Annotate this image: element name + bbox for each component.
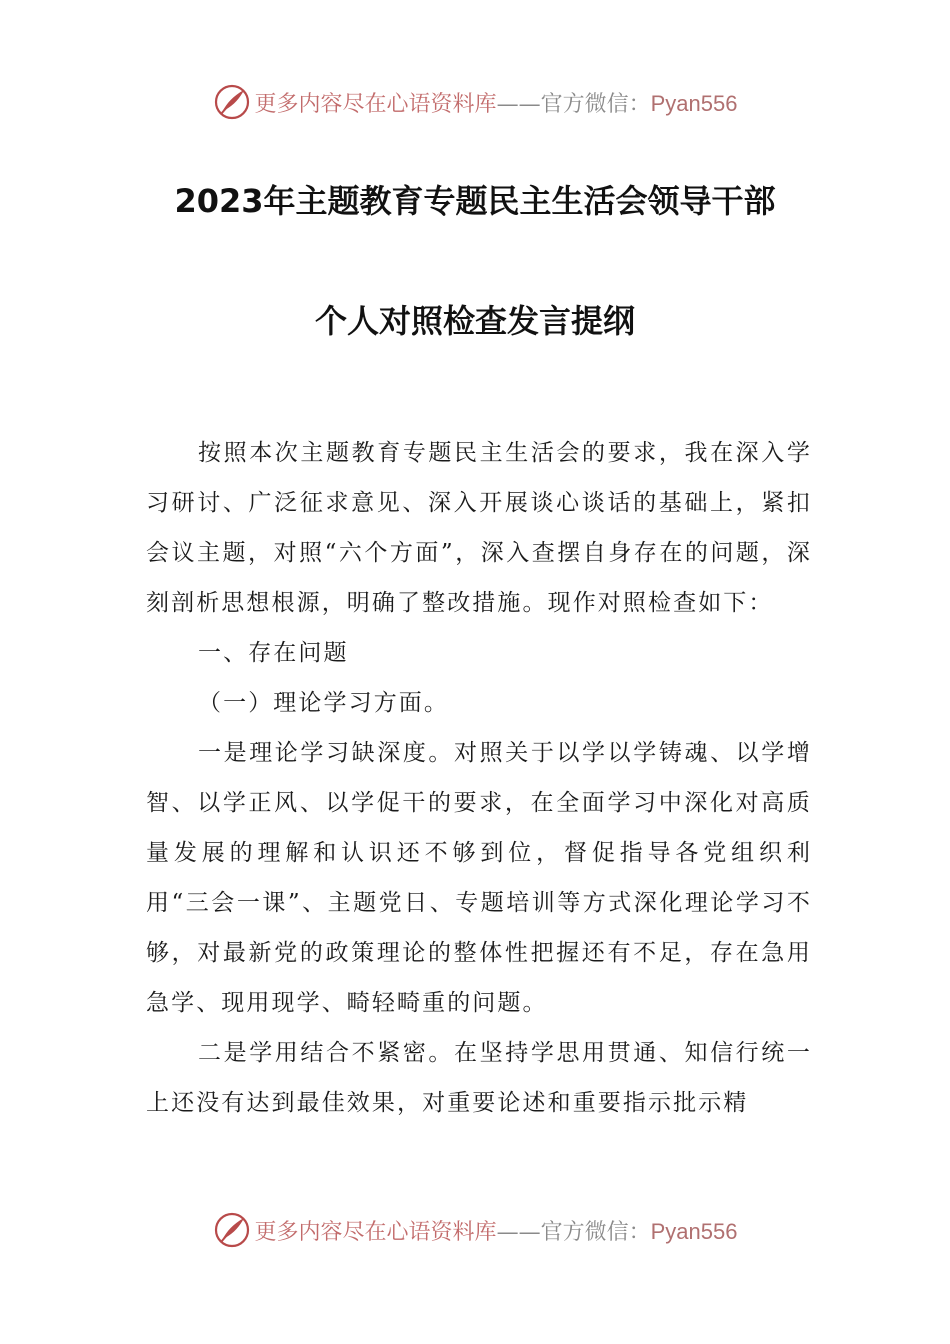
watermark-wechat-id: Pyan556 xyxy=(650,1218,738,1244)
subsection-heading: （一）理论学习方面。 xyxy=(198,690,449,716)
watermark-wechat-id: Pyan556 xyxy=(650,90,738,116)
document-title-line-1: 2023年主题教育专题民主生活会领导干部 xyxy=(174,182,776,220)
paragraph-point-2: 二是学用结合不紧密。在坚持学思用贯通、知信行统一上还没有达到最佳效果，对重要论述和重要指示批示精 xyxy=(146,1040,812,1116)
paragraph-point-1: 一是理论学习缺深度。对照关于以学以学铸魂、以学增智、以学正风、以学促干的要求，在全面学习中深化对高质量发展的理解和认识还不够到位，督促指导各党组织利用“三会一课”、主题党日、专题培训等方式深化理论学习不够，对最新党的政策理论的整体性把握还有不足，存在急用急学、现用现学、畸轻畸重的问题。 xyxy=(146,740,812,1016)
watermark-banner-bottom xyxy=(0,1208,950,1252)
quill-logo-icon xyxy=(213,1211,251,1249)
watermark-brand: 更多内容尽在心语资料库 xyxy=(254,1219,497,1245)
watermark-brand: 更多内容尽在心语资料库 xyxy=(254,91,497,117)
document-body xyxy=(146,428,812,1128)
paragraph-intro: 按照本次主题教育专题民主生活会的要求，我在深入学习研讨、广泛征求意见、深入开展谈心谈话的基础上，紧扣会议主题，对照“六个方面”，深入查摆自身存在的问题，深刻剖析思想根源，明确了整改措施。现作对照检查如下： xyxy=(146,440,812,616)
document-title-line-2: 个人对照检查发言提纲 xyxy=(314,302,635,340)
watermark-text xyxy=(255,87,738,118)
watermark-separator: —— xyxy=(496,91,541,117)
watermark-wechat-label: 官方微信： xyxy=(540,91,651,117)
watermark-banner-top xyxy=(0,80,950,124)
section-heading: 一、存在问题 xyxy=(198,640,349,666)
watermark-text xyxy=(255,1215,738,1246)
quill-logo-icon xyxy=(213,83,251,121)
watermark-separator: —— xyxy=(496,1219,541,1245)
watermark-wechat-label: 官方微信： xyxy=(540,1219,651,1245)
